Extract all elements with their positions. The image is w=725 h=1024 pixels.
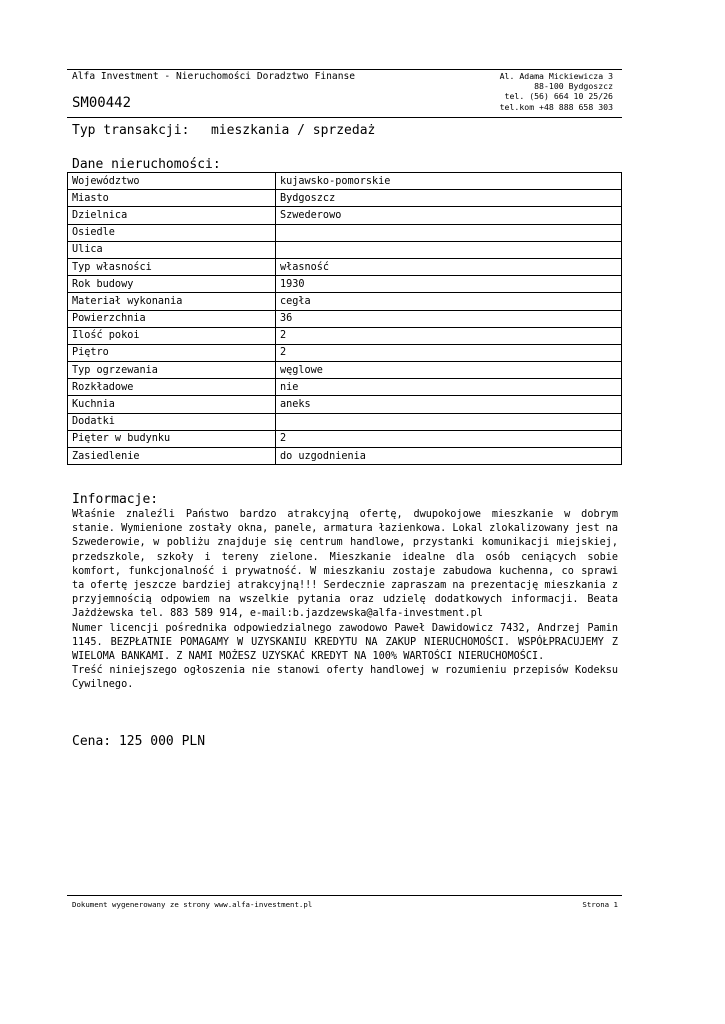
property-key: Województwo bbox=[68, 173, 276, 190]
table-row bbox=[68, 190, 622, 207]
property-value: Bydgoszcz bbox=[276, 190, 622, 207]
info-paragraph: Właśnie znaleźli Państwo bardzo atrakcyjną ofertę, dwupokojowe mieszkanie w dobrym stanie. Wymienione zostały okna, panele, armatura łazienkowa. Lokal zlokalizowany jest na Szwederowie, w pobliżu znajduje się centrum handlowe, przystanki komunikacji miejskiej, przedszkole, szkoły i tereny zielone. Mieszkanie idealne dla osób ceniących sobie komfort, funkcjonalność i prywatność. W mieszkaniu zostaje zabudowa kuchenna, co sprawi ta ofertę jeszcze bardziej atrakcyjną!!! Serdecznie zapraszam na prezentację mieszkania z przyjemnością odpowiem na wszelkie pytania oraz udzielę dodatkowych informacji. Beata Jażdżewska tel. 883 589 914, e-mail:b.jazdzewska@alfa-investment.pl bbox=[72, 509, 618, 620]
property-key: Ilość pokoi bbox=[68, 327, 276, 344]
table-row bbox=[68, 413, 622, 430]
page-number: Strona 1 bbox=[582, 900, 618, 909]
property-value: 2 bbox=[276, 430, 622, 447]
table-row bbox=[68, 344, 622, 361]
table-row bbox=[68, 310, 622, 327]
info-paragraph: Numer licencji pośrednika odpowiedzialnego zawodowo Paweł Dawidowicz 7432, Andrzej Pamin 1145. BEZPŁATNIE POMAGAMY W UZYSKANIU KREDYTU NA ZAKUP NIERUCHOMOŚCI. WSPÓŁPRACUJEMY Z WIELOMA BANKAMI. Z NAMI MOŻESZ UZYSKAĆ KREDYT NA 100% WARTOŚCI NIERUCHOMOŚCI. bbox=[72, 622, 618, 663]
property-value: cegła bbox=[276, 293, 622, 310]
property-value bbox=[276, 241, 622, 258]
property-value: 36 bbox=[276, 310, 622, 327]
address-line: Al. Adama Mickiewicza 3 bbox=[499, 71, 613, 81]
property-key: Dzielnica bbox=[68, 207, 276, 224]
property-table bbox=[67, 172, 622, 465]
address-line: 88-100 Bydgoszcz bbox=[534, 81, 613, 92]
property-key: Pięter w budynku bbox=[68, 430, 276, 447]
property-value: Szwederowo bbox=[276, 207, 622, 224]
table-row bbox=[68, 241, 622, 258]
property-value bbox=[276, 413, 622, 430]
property-key: Typ własności bbox=[68, 258, 276, 275]
property-section-title: Dane nieruchomości: bbox=[72, 157, 221, 172]
table-row bbox=[68, 327, 622, 344]
offer-reference: SM00442 bbox=[72, 95, 132, 111]
property-value: 2 bbox=[276, 344, 622, 361]
info-section-title: Informacje: bbox=[72, 492, 159, 507]
table-row bbox=[68, 258, 622, 275]
property-value: węglowe bbox=[276, 362, 622, 379]
property-key: Osiedle bbox=[68, 224, 276, 241]
table-row bbox=[68, 293, 622, 310]
transaction-label: Typ transakcji: bbox=[72, 123, 190, 138]
mobile-line: tel.kom +48 888 658 303 bbox=[499, 101, 613, 112]
table-row bbox=[68, 430, 622, 447]
table-row bbox=[68, 276, 622, 293]
table-row bbox=[68, 448, 622, 465]
property-key: Kuchnia bbox=[68, 396, 276, 413]
property-value: nie bbox=[276, 379, 622, 396]
property-key: Miasto bbox=[68, 190, 276, 207]
property-value: kujawsko-pomorskie bbox=[276, 173, 622, 190]
price: Cena: 125 000 PLN bbox=[72, 734, 206, 749]
property-key: Powierzchnia bbox=[68, 310, 276, 327]
property-value: własność bbox=[276, 258, 622, 275]
table-row bbox=[68, 207, 622, 224]
property-key: Ulica bbox=[68, 241, 276, 258]
property-key: Zasiedlenie bbox=[68, 448, 276, 465]
property-key: Rozkładowe bbox=[68, 379, 276, 396]
property-value: 2 bbox=[276, 327, 622, 344]
property-value: do uzgodnienia bbox=[276, 448, 622, 465]
phone-line: tel. (56) 664 10 25/26 bbox=[504, 91, 613, 102]
info-paragraph: Treść niniejszego ogłoszenia nie stanowi oferty handlowej w rozumieniu przepisów Kodeksu Cywilnego. bbox=[72, 665, 618, 691]
table-row bbox=[68, 362, 622, 379]
header-bottom-rule bbox=[67, 117, 622, 118]
property-key: Rok budowy bbox=[68, 276, 276, 293]
table-row bbox=[68, 379, 622, 396]
info-text bbox=[72, 508, 618, 693]
transaction-value: mieszkania / sprzedaż bbox=[211, 123, 376, 138]
property-key: Piętro bbox=[68, 344, 276, 361]
footer-rule bbox=[67, 895, 622, 896]
property-value: 1930 bbox=[276, 276, 622, 293]
property-key: Dodatki bbox=[68, 413, 276, 430]
table-row bbox=[68, 396, 622, 413]
property-value bbox=[276, 224, 622, 241]
header-top-rule bbox=[67, 69, 622, 70]
property-key: Typ ogrzewania bbox=[68, 362, 276, 379]
table-row bbox=[68, 224, 622, 241]
property-value: aneks bbox=[276, 396, 622, 413]
property-key: Materiał wykonania bbox=[68, 293, 276, 310]
company-name: Alfa Investment - Nieruchomości Doradztwo Finanse bbox=[72, 71, 356, 82]
company-address bbox=[500, 71, 613, 112]
table-row bbox=[68, 173, 622, 190]
footer-source: Dokument wygenerowany ze strony www.alfa-investment.pl bbox=[72, 900, 313, 909]
